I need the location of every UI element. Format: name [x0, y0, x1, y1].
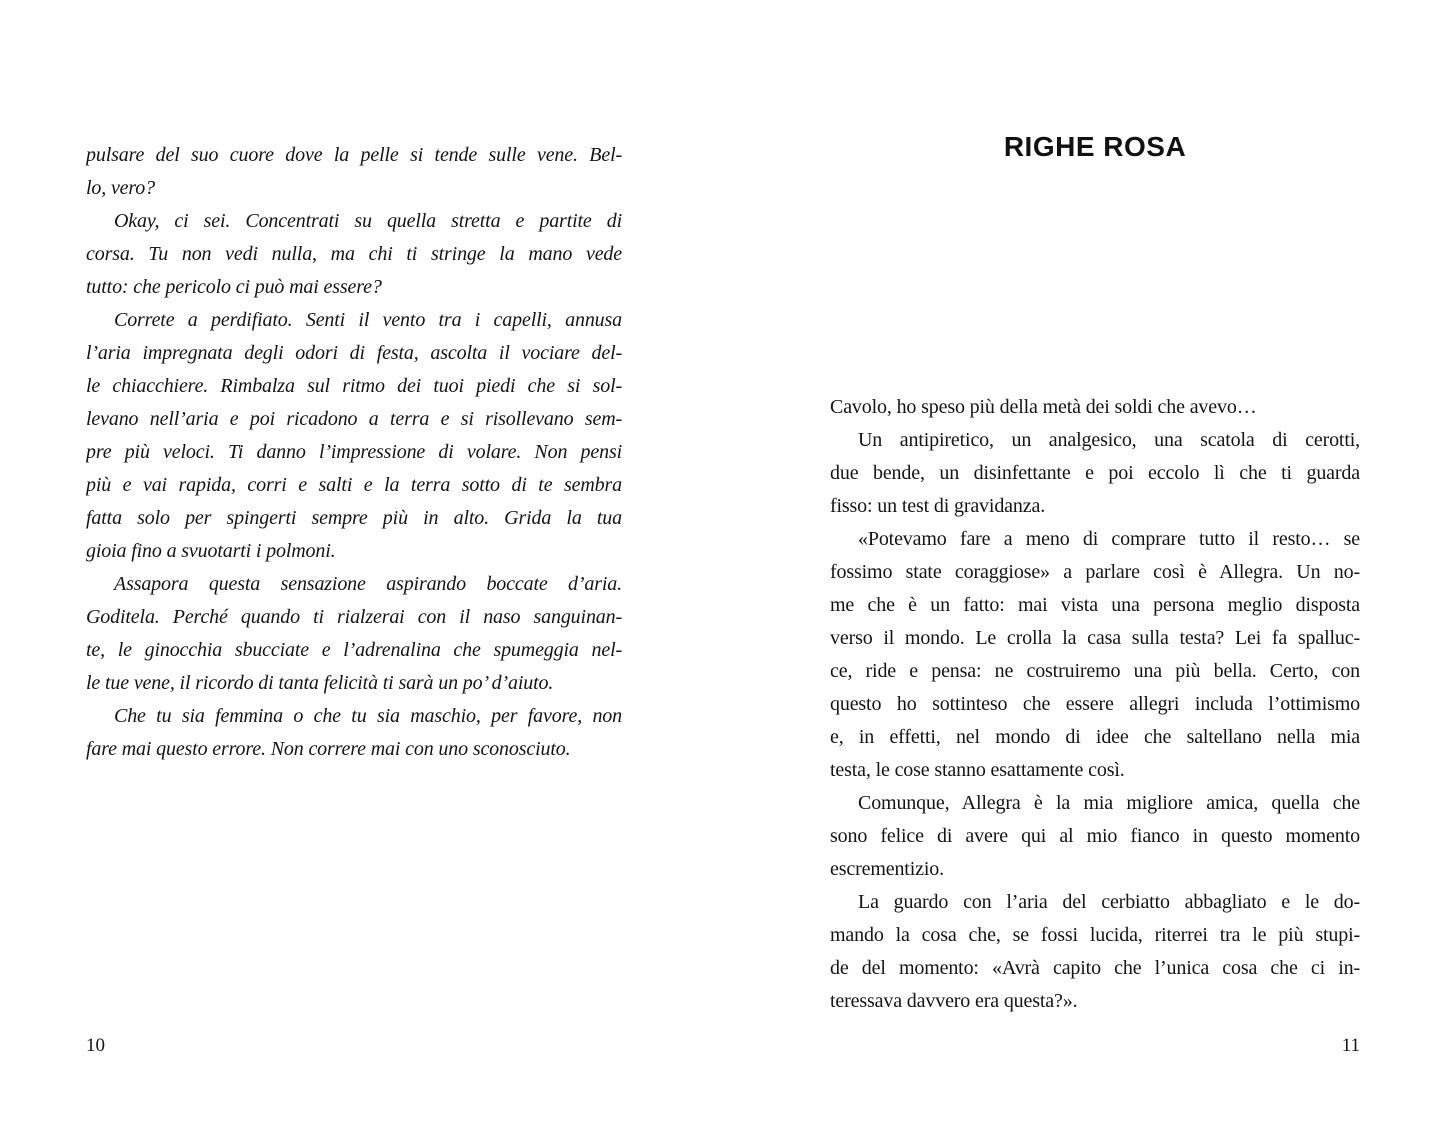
left-page-paragraph-3-line-7: fatta solo per spingerti sempre più in alto. Grida la tua	[86, 507, 622, 529]
right-page-paragraph-4-line-1: Comunque, Allegra è la mia migliore amica, quella che	[858, 792, 1360, 814]
right-page-paragraph-3-line-5: ce, ride e pensa: ne costruiremo una più bella. Certo, con	[830, 660, 1360, 682]
page-number-right: 11	[1341, 1035, 1360, 1056]
left-page-paragraph-3-line-8: gioia fino a svuotarti i polmoni.	[86, 540, 336, 562]
left-page-paragraph-3-line-5: pre più veloci. Ti danno l’impressione di volare. Non pensi	[86, 441, 622, 463]
right-page-paragraph-5-line-2: mando la cosa che, se fossi lucida, riterrei tra le più stupi-	[830, 924, 1360, 946]
right-page-paragraph-3-line-2: fossimo state coraggiose» a parlare così è Allegra. Un no-	[830, 561, 1360, 583]
left-page-paragraph-3-line-1: Correte a perdifiato. Senti il vento tra i capelli, annusa	[114, 309, 622, 331]
left-page-paragraph-2-line-3: tutto: che pericolo ci può mai essere?	[86, 276, 382, 298]
right-page-paragraph-3-line-7: e, in effetti, nel mondo di idee che saltellano nella mia	[830, 726, 1360, 748]
left-page-paragraph-4-line-1: Assapora questa sensazione aspirando boccate d’aria.	[114, 573, 622, 595]
left-page-paragraph-4-line-4: le tue vene, il ricordo di tanta felicità ti sarà un po’ d’aiuto.	[86, 672, 554, 694]
right-page-paragraph-5-line-3: de del momento: «Avrà capito che l’unica cosa che ci in-	[830, 957, 1360, 979]
left-page-paragraph-3-line-6: più e vai rapida, corri e salti e la terra sotto di te sembra	[86, 474, 622, 496]
right-page-paragraph-3-line-6: questo ho sottinteso che essere allegri includa l’ottimismo	[830, 693, 1360, 715]
left-page-paragraph-1-line-1: pulsare del suo cuore dove la pelle si tende sulle vene. Bel-	[86, 144, 622, 166]
right-page-paragraph-4-line-3: escrementizio.	[830, 858, 944, 880]
left-page-paragraph-3-line-2: l’aria impregnata degli odori di festa, ascolta il vociare del-	[86, 342, 622, 364]
chapter-title: RIGHE ROSA	[1003, 131, 1187, 162]
right-page-text	[830, 391, 1360, 1018]
left-page-paragraph-3-line-3: le chiacchiere. Rimbalza sul ritmo dei tuoi piedi che si sol-	[86, 375, 622, 397]
right-page-paragraph-2-line-1: Un antipiretico, un analgesico, una scatola di cerotti,	[858, 429, 1360, 451]
right-page-paragraph-4-line-2: sono felice di avere qui al mio fianco in questo momento	[830, 825, 1360, 847]
right-page-paragraph-3-line-3: me che è un fatto: mai vista una persona meglio disposta	[830, 594, 1360, 616]
left-page-paragraph-2-line-2: corsa. Tu non vedi nulla, ma chi ti stringe la mano vede	[86, 243, 622, 265]
right-page-paragraph-1-line-1: Cavolo, ho speso più della metà dei soldi che avevo…	[830, 396, 1257, 418]
right-page-paragraph-5-line-4: teressava davvero era questa?».	[830, 990, 1078, 1012]
right-page-paragraph-5-line-1: La guardo con l’aria del cerbiatto abbagliato e le do-	[858, 891, 1360, 913]
right-page-paragraph-3-line-1: «Potevamo fare a meno di comprare tutto il resto… se	[858, 528, 1360, 550]
left-page-text	[86, 139, 622, 766]
right-page-paragraph-3-line-4: verso il mondo. Le crolla la casa sulla testa? Lei fa spalluc-	[830, 627, 1360, 649]
left-page-paragraph-4-line-3: te, le ginocchia sbucciate e l’adrenalina che spumeggia nel-	[86, 639, 622, 661]
left-page-paragraph-3-line-4: levano nell’aria e poi ricadono a terra e si risollevano sem-	[86, 408, 622, 430]
left-page-paragraph-5-line-2: fare mai questo errore. Non correre mai con uno sconosciuto.	[86, 738, 571, 760]
right-page-paragraph-2-line-2: due bende, un disinfettante e poi eccolo lì che ti guarda	[830, 462, 1360, 484]
left-page-paragraph-5-line-1: Che tu sia femmina o che tu sia maschio, per favore, non	[114, 705, 622, 727]
page-number-left: 10	[86, 1035, 105, 1056]
right-page-paragraph-3-line-8: testa, le cose stanno esattamente così.	[830, 759, 1125, 781]
left-page-paragraph-4-line-2: Goditela. Perché quando ti rialzerai con il naso sanguinan-	[86, 606, 622, 628]
left-page-paragraph-2-line-1: Okay, ci sei. Concentrati su quella stretta e partite di	[114, 210, 622, 232]
right-page-paragraph-2-line-3: fisso: un test di gravidanza.	[830, 495, 1046, 517]
left-page-paragraph-1-line-2: lo, vero?	[86, 177, 156, 199]
